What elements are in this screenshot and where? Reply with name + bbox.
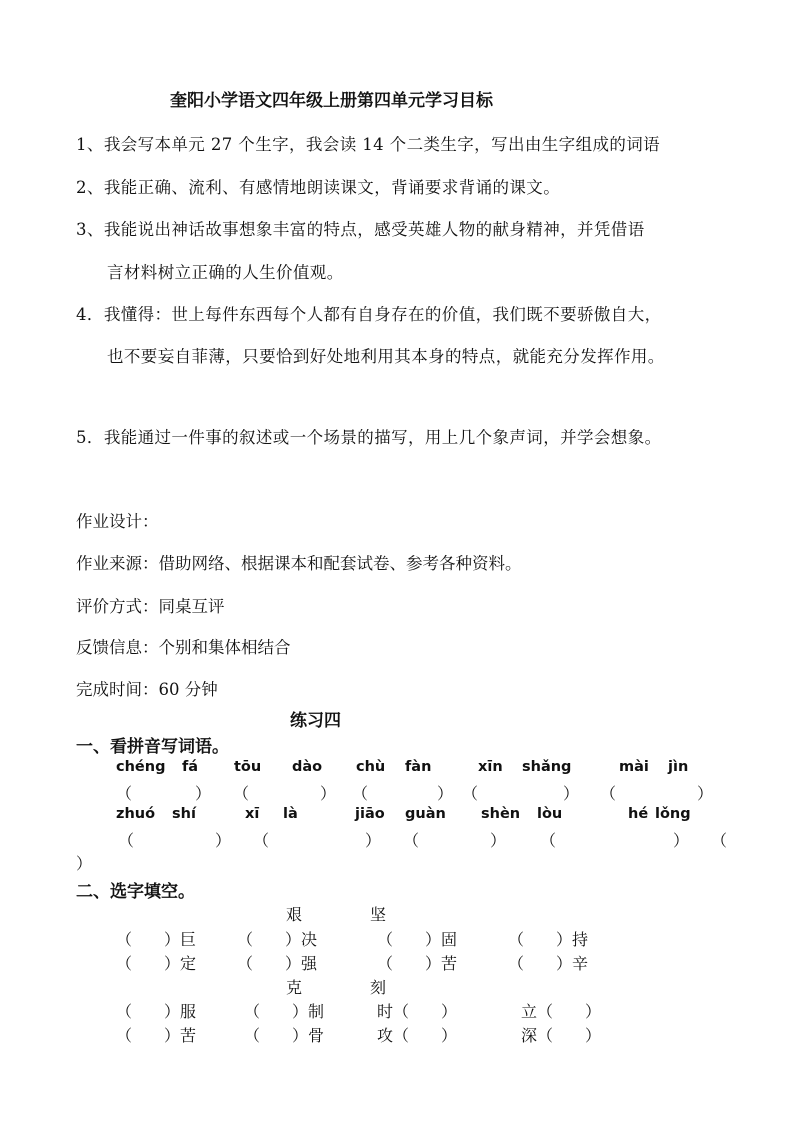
pinyin: jìn xyxy=(668,759,689,775)
fill-item: （ ）苦 xyxy=(116,1026,197,1045)
pinyin: chù xyxy=(356,759,386,775)
answer-blank-close: ） xyxy=(437,784,454,803)
goal-number: 4． xyxy=(76,305,104,324)
goal-3-continued: 言材料树立正确的人生价值观。 xyxy=(107,263,344,282)
fill-item: 攻（ ） xyxy=(377,1026,458,1045)
answer-blank-open: （ xyxy=(233,784,250,803)
homework-time: 完成时间：60 分钟 xyxy=(76,680,218,699)
pinyin: fàn xyxy=(405,759,432,775)
answer-blank-close: ） xyxy=(320,784,337,803)
pinyin: shí xyxy=(172,806,196,822)
goal-number: 3、 xyxy=(76,220,104,239)
fill-item: 时（ ） xyxy=(377,1002,458,1021)
answer-blank-close: ） xyxy=(215,831,232,850)
homework-evaluation: 评价方式：同桌互评 xyxy=(76,597,225,616)
answer-blank-open: （ xyxy=(711,831,728,850)
homework-source: 作业来源：借助网络、根据课本和配套试卷、参考各种资料。 xyxy=(76,554,522,573)
answer-blank-open: （ xyxy=(540,831,557,850)
fill-item: （ ）苦 xyxy=(377,954,458,973)
answer-blank-close: ） xyxy=(563,784,580,803)
goal-number: 1、 xyxy=(76,135,104,154)
pinyin: lǒng xyxy=(655,806,691,822)
page-title: 奎阳小学语文四年级上册第四单元学习目标 xyxy=(170,91,493,111)
fill-item: （ ）辛 xyxy=(508,954,589,973)
answer-blank-open: （ xyxy=(118,831,135,850)
answer-blank-open: （ xyxy=(352,784,369,803)
answer-blank-close: ） xyxy=(697,784,714,803)
choice-char: 坚 xyxy=(370,905,387,924)
pinyin: tōu xyxy=(234,759,262,775)
answer-blank-open: （ xyxy=(253,831,270,850)
choice-char: 克 xyxy=(286,978,303,997)
goal-1 xyxy=(76,131,660,155)
goal-text: 我能通过一件事的叙述或一个场景的描写，用上几个象声词，并学会想象。 xyxy=(103,428,662,447)
answer-blank-close: ） xyxy=(76,854,93,873)
fill-item: （ ）巨 xyxy=(116,930,197,949)
homework-design: 作业设计： xyxy=(76,512,159,531)
pinyin: guàn xyxy=(405,806,446,822)
answer-blank-close: ） xyxy=(490,831,507,850)
pinyin: hé xyxy=(628,806,649,822)
pinyin: mài xyxy=(619,759,649,775)
goal-text: 我懂得：世上每件东西每个人都有自身存在的价值，我们既不要骄傲自大， xyxy=(103,305,662,324)
pinyin: xīn xyxy=(478,759,503,775)
goal-text: 我能正确、流利、有感情地朗读课文，背诵要求背诵的课文。 xyxy=(103,178,561,197)
fill-item: （ ）服 xyxy=(116,1002,197,1021)
fill-item: （ ）持 xyxy=(508,930,589,949)
fill-item: （ ）决 xyxy=(237,930,318,949)
fill-item: （ ）定 xyxy=(116,954,197,973)
answer-blank-close: ） xyxy=(673,831,690,850)
pinyin: xī xyxy=(245,806,260,822)
goal-4-continued: 也不要妄自菲薄，只要恰到好处地利用其本身的特点，就能充分发挥作用。 xyxy=(107,347,665,366)
fill-item: 立（ ） xyxy=(521,1002,602,1021)
fill-item: （ ）固 xyxy=(377,930,458,949)
choice-char: 艰 xyxy=(286,905,303,924)
goal-number: 2、 xyxy=(76,178,104,197)
answer-blank-close: ） xyxy=(365,831,382,850)
section2-heading: 二、选字填空。 xyxy=(76,882,195,902)
goal-5 xyxy=(76,424,662,448)
fill-item: 深（ ） xyxy=(521,1026,602,1045)
pinyin: fá xyxy=(182,759,199,775)
pinyin: dào xyxy=(292,759,323,775)
goal-2 xyxy=(76,174,560,198)
answer-blank-open: （ xyxy=(600,784,617,803)
fill-item: （ ）制 xyxy=(244,1002,325,1021)
choice-char: 刻 xyxy=(370,978,387,997)
answer-blank-close: ） xyxy=(195,784,212,803)
answer-blank-open: （ xyxy=(116,784,133,803)
answer-blank-open: （ xyxy=(403,831,420,850)
pinyin: jiāo xyxy=(355,806,385,822)
section1-heading: 一、看拼音写词语。 xyxy=(76,737,229,757)
goal-3 xyxy=(76,216,645,240)
pinyin: shǎng xyxy=(522,759,572,775)
fill-item: （ ）骨 xyxy=(244,1026,325,1045)
pinyin: zhuó xyxy=(116,806,156,822)
answer-blank-open: （ xyxy=(462,784,479,803)
goal-4 xyxy=(76,301,662,325)
pinyin: chéng xyxy=(116,759,166,775)
pinyin: là xyxy=(283,806,298,822)
fill-item: （ ）强 xyxy=(237,954,318,973)
pinyin: lòu xyxy=(537,806,563,822)
pinyin: shèn xyxy=(481,806,521,822)
goal-text: 我会写本单元 27 个生字，我会读 14 个二类生字，写出由生字组成的词语 xyxy=(103,135,661,154)
goal-text: 我能说出神话故事想象丰富的特点，感受英雄人物的献身精神，并凭借语 xyxy=(103,220,645,239)
homework-feedback: 反馈信息：个别和集体相结合 xyxy=(76,638,291,657)
exercise-title: 练习四 xyxy=(290,711,341,731)
goal-number: 5． xyxy=(76,428,104,447)
